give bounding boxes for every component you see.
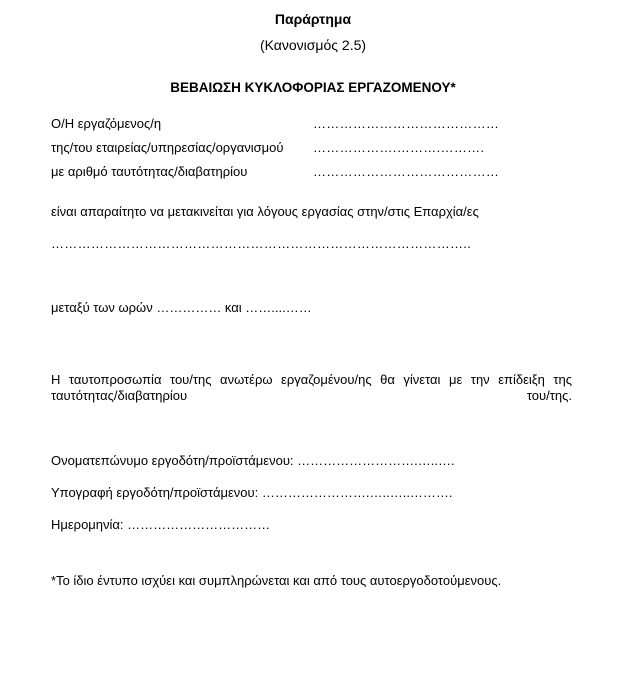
date-line: Ημερομηνία: …………………………… [51, 517, 271, 532]
id-number-label: με αριθμό ταυτότητας/διαβατηρίου [51, 164, 248, 179]
company-label: της/του εταιρείας/υπηρεσίας/οργανισμού [51, 140, 284, 155]
employer-name-line: Ονοματεπώνυμο εργοδότη/προϊστάμενου: ……………………….…..…. [51, 453, 455, 468]
footnote: *Το ίδιο έντυπο ισχύει και συμπληρώνεται και από τους αυτοεργοδοτούμενους. [51, 573, 502, 588]
regulation-reference: (Κανονισμός 2.5) [259, 37, 367, 53]
id-number-fill-line: …………………………………… [313, 164, 500, 179]
identity-paragraph: Η ταυτοπροσωπία του/της ανωτέρω εργαζομένου/ης θα γίνεται με την επίδειξη της ταυτότητας/διαβατηρίου του/της. [51, 372, 572, 403]
document-heading: ΒΕΒΑΙΩΣΗ ΚΥΚΛΟΦΟΡΙΑΣ ΕΡΓΑΖΟΜΕΝΟΥ* [170, 80, 456, 95]
movement-statement: είναι απαραίτητο να μετακινείται για λόγους εργασίας στην/στις Επαρχία/ες [51, 204, 479, 219]
employer-signature-line: Υπογραφή εργοδότη/προϊστάμενου: …………………….…..…..………. [51, 485, 453, 500]
district-fill-line: ………………………………………………………………………………….. [51, 236, 472, 251]
company-fill-line: ……………….……….………. [313, 140, 485, 155]
hours-line: μεταξύ των ωρών …………… και ……....…… [51, 300, 312, 315]
appendix-title: Παράρτημα [274, 11, 352, 27]
employee-label: Ο/Η εργαζόμενος/η [51, 116, 162, 131]
employee-fill-line: …………………………………… [313, 116, 500, 131]
